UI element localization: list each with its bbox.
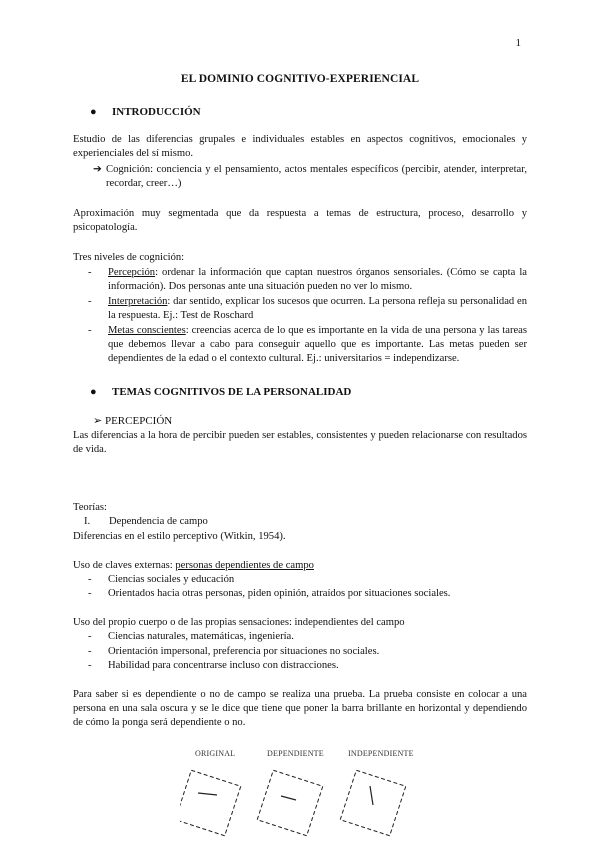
list-item-metas — [88, 324, 527, 366]
section-heading-label: INTRODUCCIÓN — [112, 106, 201, 118]
tilted-frame-original — [180, 770, 241, 836]
internal-cues-line: Uso del propio cuerpo o de las propias sensaciones: independientes del campo — [73, 617, 405, 628]
level-label: Metas conscientes — [108, 325, 186, 336]
dash-marker: - — [88, 646, 92, 657]
dash-marker: - — [88, 631, 92, 642]
section-heading-temas — [90, 385, 351, 399]
section-heading-label: TEMAS COGNITIVOS DE LA PERSONALIDAD — [112, 386, 352, 398]
subheading-percepcion — [93, 414, 172, 428]
level-text: : dar sentido, explicar los sucesos que ocurren. La persona refleja su personalidad en la respuesta. Ej.: Test de Roschard — [108, 296, 527, 321]
rod-frame-figure — [180, 745, 430, 845]
figure-label-dependiente: DEPENDIENTE — [267, 749, 324, 758]
test-paragraph: Para saber si es dependiente o no de campo se realiza una prueba. La prueba consiste en colocar a una persona en una sala oscura y se le dice que tiene que poner la barra brillante en horizontal y dependiendo de cómo la ponga será dependiente o no. — [73, 689, 527, 728]
external-label: personas dependientes de campo — [175, 560, 314, 571]
roman-numeral: I. — [84, 516, 91, 527]
figure-label-independiente: INDEPENDIENTE — [348, 749, 414, 758]
theory-heading — [84, 515, 208, 529]
subheading-label: PERCEPCIÓN — [104, 415, 173, 427]
levels-intro: Tres niveles de cognición: — [73, 252, 185, 263]
tilted-frame-dependiente — [257, 770, 323, 836]
intro-paragraph: Estudio de las diferencias grupales e individuales estables en aspectos cognitivos, emocionales y experienciales del sí mismo. — [73, 134, 527, 159]
section-heading-introduccion — [90, 105, 201, 119]
bullet-icon: ● — [90, 106, 97, 118]
document-title: EL DOMINIO COGNITIVO-EXPERIENCIAL — [180, 73, 420, 85]
list-item-text: Orientación impersonal, preferencia por situaciones no sociales. — [108, 646, 380, 657]
dash-marker: - — [88, 325, 92, 336]
dash-marker: - — [88, 267, 92, 278]
theory-name: Dependencia de campo — [109, 516, 208, 527]
dash-marker: - — [88, 574, 92, 585]
external-prefix: Uso de claves externas: — [73, 560, 176, 571]
list-item-percepcion — [88, 266, 527, 294]
list-item-text: Ciencias sociales y educación — [108, 574, 235, 585]
level-label: Percepción — [108, 267, 156, 278]
theories-label: Teorías: — [73, 502, 107, 513]
theory-description: Diferencias en el estilo perceptivo (Witkin, 1954). — [73, 531, 286, 542]
rod-dependiente — [281, 796, 296, 800]
figure-label-original: ORIGINAL — [195, 749, 236, 758]
rod-original — [198, 793, 217, 795]
dash-marker: - — [88, 296, 92, 307]
list-item-text: Habilidad para concentrarse incluso con distracciones. — [108, 660, 339, 671]
rod-independiente — [370, 786, 373, 805]
list-item-text: Ciencias naturales, matemáticas, ingeniería. — [108, 631, 294, 642]
bullet-icon: ● — [90, 386, 97, 398]
list-item-interpretacion — [88, 295, 527, 323]
rod-frame-drawing — [180, 745, 430, 845]
list-item-internal-2 — [88, 645, 527, 659]
level-label: Interpretación — [108, 296, 168, 307]
list-item-text: Orientados hacia otras personas, piden opinión, atraídos por situaciones sociales. — [108, 588, 451, 599]
perception-paragraph: Las diferencias a la hora de percibir pueden ser estables, consistentes y pueden relacionarse con resultados de vida. — [73, 430, 527, 455]
dash-marker: - — [88, 660, 92, 671]
list-item-external-1 — [88, 573, 527, 587]
dash-marker: - — [88, 588, 92, 599]
level-text: : creencias acerca de lo que es importante en la vida de una persona y las tareas que debemos llevar a cabo para conseguir aquello que es importante. Las metas pueden ser dependientes de la edad o el contexto cultural. Ej.: universitarios = independizarse. — [108, 325, 527, 364]
cognition-text: : conciencia y el pensamiento, actos mentales específicos (percibir, atender, interpretar, recordar, creer…) — [106, 164, 527, 189]
external-cues-line — [73, 559, 527, 573]
arrow-right-icon: ➔ — [93, 164, 102, 175]
list-item-internal-3 — [88, 659, 527, 673]
list-item-external-2 — [88, 587, 527, 601]
page-number: 1 — [515, 37, 521, 49]
cognition-label: Cognición — [106, 164, 151, 175]
list-item-internal-1 — [88, 630, 527, 644]
approach-paragraph: Aproximación muy segmentada que da respuesta a temas de estructura, proceso, desarrollo y psicopatología. — [73, 208, 527, 233]
triangle-arrow-icon: ➢ — [93, 415, 103, 427]
cognition-definition — [93, 163, 527, 191]
level-text: : ordenar la información que captan nuestros órganos sensoriales. (Cómo se capta la información). Dos personas ante una situación pueden no ver lo mismo. — [108, 267, 527, 292]
